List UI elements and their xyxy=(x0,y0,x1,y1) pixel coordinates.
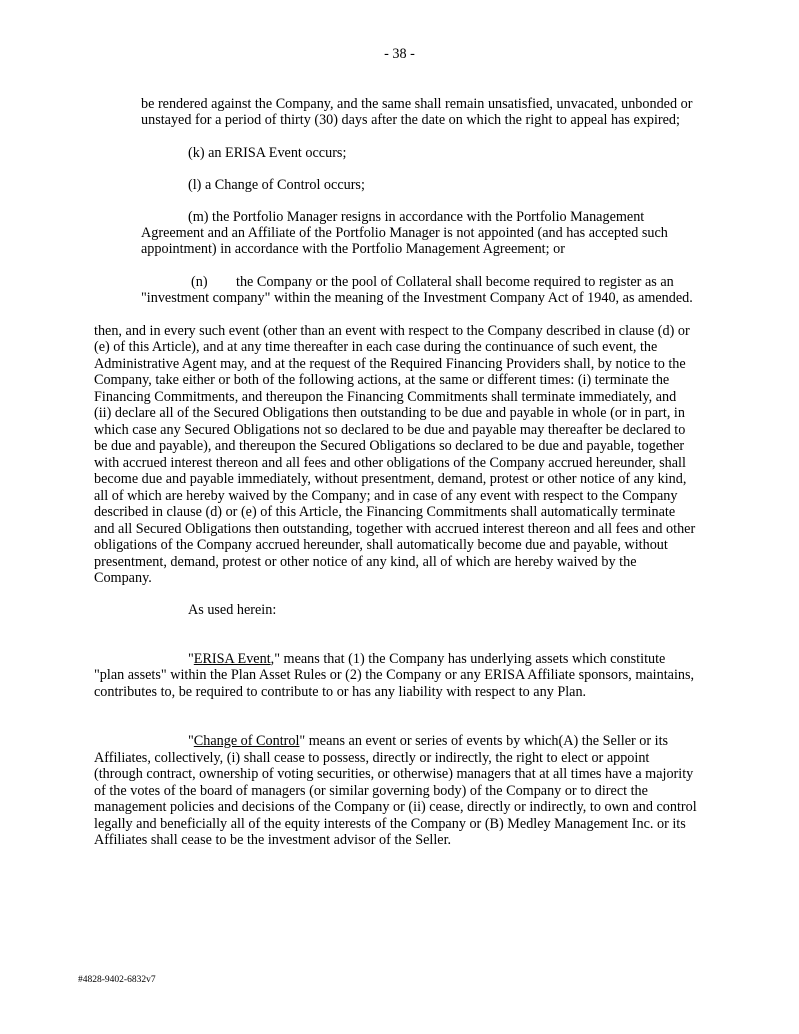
definition-line: (through contract, ownership of voting securities, or otherwise) managers that at all times have a majority xyxy=(94,766,694,782)
body-line: described in clause (d) or (e) of this Article, the Financing Commitments shall automatically terminate xyxy=(94,504,676,520)
body-line: become due and payable immediately, without presentment, demand, protest or other notice of any kind, xyxy=(94,471,687,487)
erisa-definition-text: ," means that (1) the Company has underlying assets which constitute xyxy=(270,651,666,667)
body-line: Company, take either or both of the following actions, at the same or different times: (i) terminate the xyxy=(94,372,670,388)
as-used-herein: As used herein: xyxy=(188,602,277,618)
change-of-control-term: Change of Control xyxy=(193,733,300,749)
open-quote: " xyxy=(188,733,194,749)
clause-m-line: (m) the Portfolio Manager resigns in accordance with the Portfolio Management xyxy=(188,209,645,225)
definition-line: contributes to, be required to contribute to or has any liability with respect to any Plan. xyxy=(94,684,587,700)
definition-line: "plan assets" within the Plan Asset Rules or (2) the Company or any ERISA Affiliate sponsors, maintains, xyxy=(94,667,695,683)
body-line: Company. xyxy=(94,570,152,586)
clause-m-line: appointment) in accordance with the Portfolio Management Agreement; or xyxy=(141,241,565,257)
coc-definition-text: " means an event or series of events by which(A) the Seller or its xyxy=(299,733,669,749)
definition-line: management policies and decisions of the Company or (ii) cease, directly or indirectly, to own and control xyxy=(94,799,697,815)
open-quote: " xyxy=(188,651,194,667)
clause-n-label: (n) xyxy=(191,274,208,290)
body-line: then, and in every such event (other than an event with respect to the Company described in clause (d) or xyxy=(94,323,690,339)
clause-l: (l) a Change of Control occurs; xyxy=(188,177,365,193)
clause-n-line: the Company or the pool of Collateral shall become required to register as an xyxy=(236,274,674,290)
page-number: - 38 - xyxy=(384,46,415,62)
coc-definition-first-line xyxy=(188,733,668,749)
body-line: which case any Secured Obligations not so declared to be due and payable may thereafter be declared to xyxy=(94,422,686,438)
definition-line: of the votes of the board of managers (or similar governing body) of the Company or to direct the xyxy=(94,783,648,799)
clause-k: (k) an ERISA Event occurs; xyxy=(188,145,347,161)
body-line: Administrative Agent may, and at the request of the Required Financing Providers shall, by notice to the xyxy=(94,356,686,372)
body-line: all of which are hereby waived by the Company; and in case of any event with respect to the Company xyxy=(94,488,678,504)
definition-line: legally and beneficially all of the equity interests of the Company or (B) Medley Management Inc. or its xyxy=(94,816,686,832)
body-line: presentment, demand, protest or other notice of any kind, all of which are hereby waived by the xyxy=(94,554,637,570)
definition-line: Affiliates, collectively, (i) shall cease to possess, directly or indirectly, the right to elect or appoint xyxy=(94,750,650,766)
body-line: Financing Commitments, and thereupon the Financing Commitments shall terminate immediately, and xyxy=(94,389,677,405)
paragraph-line: be rendered against the Company, and the same shall remain unsatisfied, unvacated, unbonded or xyxy=(141,96,693,112)
body-line: and all Secured Obligations then outstanding, together with accrued interest thereon and all fees and other xyxy=(94,521,696,537)
body-line: (e) of this Article), and at any time thereafter in each case during the continuance of such event, the xyxy=(94,339,658,355)
clause-n-line: "investment company" within the meaning of the Investment Company Act of 1940, as amended. xyxy=(141,290,693,306)
body-line: (ii) declare all of the Secured Obligations then outstanding to be due and payable in whole (or in part, in xyxy=(94,405,685,421)
body-line: with accrued interest thereon and all fees and other obligations of the Company accrued hereunder, shall xyxy=(94,455,686,471)
body-line: obligations of the Company accrued hereunder, shall automatically become due and payable, without xyxy=(94,537,668,553)
body-line: be due and payable), and thereupon the Secured Obligations so declared to be due and payable, together xyxy=(94,438,685,454)
erisa-definition-first-line xyxy=(188,651,665,667)
definition-line: Affiliates shall cease to be the investment advisor of the Seller. xyxy=(94,832,452,848)
document-id-footer: #4828-9402-6832v7 xyxy=(78,975,156,985)
clause-m-line: Agreement and an Affiliate of the Portfolio Manager is not appointed (and has accepted such xyxy=(141,225,668,241)
paragraph-line: unstayed for a period of thirty (30) days after the date on which the right to appeal has expired; xyxy=(141,112,680,128)
erisa-event-term: ERISA Event xyxy=(193,651,271,667)
